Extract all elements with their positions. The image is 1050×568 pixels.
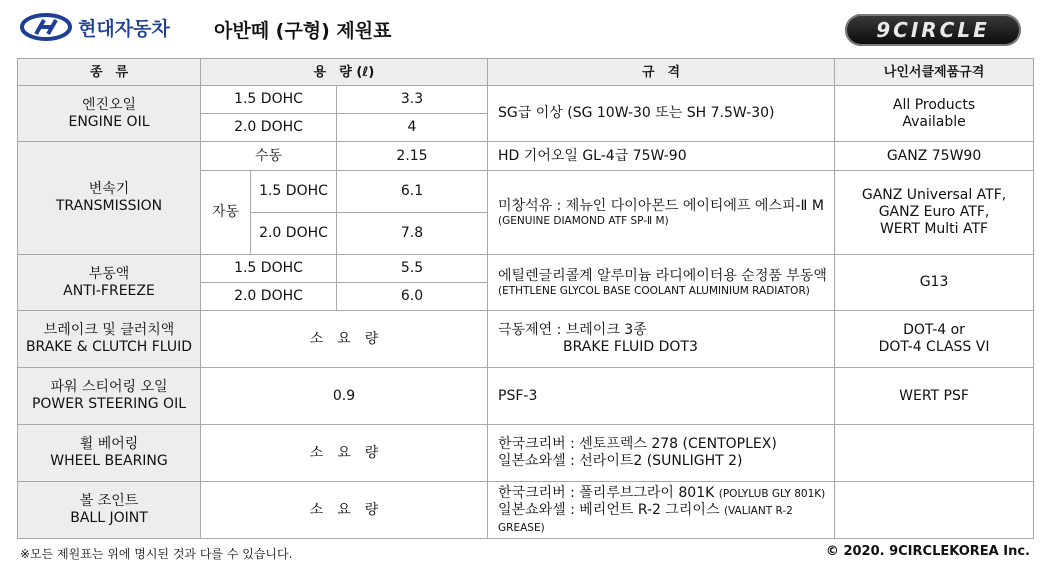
category-anti-freeze: 부동액 ANTI-FREEZE: [18, 255, 201, 311]
capacity-value: 소 요 량: [201, 482, 488, 539]
category-power-steering: 파워 스티어링 오일 POWER STEERING OIL: [18, 368, 201, 425]
category-brake-fluid: 브레이크 및 클러치액 BRAKE & CLUTCH FLUID: [18, 311, 201, 368]
capacity-label: 1.5 DOHC: [201, 255, 337, 283]
capacity-label: 2.0 DOHC: [201, 283, 337, 311]
capacity-value: 소 요 량: [201, 311, 488, 368]
capacity-label: 1.5 DOHC: [251, 171, 337, 213]
spec-text: 미창석유 : 제뉴인 다이아몬드 에이티에프 에스피-Ⅱ M (GENUINE DIAMOND ATF SP-Ⅱ M): [488, 171, 835, 255]
spec-table: [17, 58, 1034, 539]
spec-text: SG급 이상 (SG 10W-30 또는 SH 7.5W-30): [488, 86, 835, 142]
capacity-value: 6.1: [337, 171, 488, 213]
capacity-value: 4: [337, 114, 488, 142]
col-header-type: 종 류: [18, 59, 201, 86]
category-engine-oil: 엔진오일 ENGINE OIL: [18, 86, 201, 142]
product-text: All Products Available: [835, 86, 1034, 142]
table-row: [18, 255, 1034, 283]
spec-text: PSF-3: [488, 368, 835, 425]
capacity-value: 2.15: [337, 142, 488, 171]
product-text: GANZ 75W90: [835, 142, 1034, 171]
9circle-logo: [845, 14, 1021, 46]
capacity-value: 0.9: [201, 368, 488, 425]
capacity-label: 2.0 DOHC: [201, 114, 337, 142]
capacity-value: 소 요 량: [201, 425, 488, 482]
footer-note: ※모든 제원표는 위에 명시된 것과 다를 수 있습니다.: [20, 547, 293, 561]
col-header-spec: 규 격: [488, 59, 835, 86]
product-text: DOT-4 or DOT-4 CLASS VI: [835, 311, 1034, 368]
table-row: [18, 86, 1034, 114]
product-text: G13: [835, 255, 1034, 311]
capacity-value: 7.8: [337, 213, 488, 255]
table-row: [18, 142, 1034, 171]
product-text: GANZ Universal ATF, GANZ Euro ATF, WERT Multi ATF: [835, 171, 1034, 255]
product-text: [835, 425, 1034, 482]
product-text: WERT PSF: [835, 368, 1034, 425]
hyundai-logo: [20, 13, 170, 41]
footer-copyright: © 2020. 9CIRCLEKOREA Inc.: [825, 544, 1030, 559]
brand-name: 현대자동차: [78, 17, 170, 40]
spec-text: 에틸렌글리콜계 알루미늄 라디에이터용 순정품 부동액 (ETHTLENE GLYCOL BASE COOLANT ALUMINIUM RADIATOR): [488, 255, 835, 311]
product-text: [835, 482, 1034, 539]
capacity-auto-label: 자동: [201, 171, 251, 255]
category-ball-joint: 볼 조인트 BALL JOINT: [18, 482, 201, 539]
capacity-label: 1.5 DOHC: [201, 86, 337, 114]
table-row: [18, 368, 1034, 425]
capacity-label: 수동: [201, 142, 337, 171]
spec-text: HD 기어오일 GL-4급 75W-90: [488, 142, 835, 171]
table-row: [18, 482, 1034, 539]
page-header: [0, 0, 1050, 56]
hyundai-h-icon: [20, 13, 72, 41]
table-row: [18, 311, 1034, 368]
col-header-product: 나인서클제품규격: [835, 59, 1034, 86]
col-header-capacity: 용 량 (ℓ): [201, 59, 488, 86]
category-transmission: 변속기 TRANSMISSION: [18, 142, 201, 255]
badge-text: 9CIRCLE: [876, 18, 990, 42]
capacity-value: 5.5: [337, 255, 488, 283]
capacity-value: 3.3: [337, 86, 488, 114]
spec-text: 극동제연 : 브레이크 3종 BRAKE FLUID DOT3: [488, 311, 835, 368]
spec-text: 한국크리버 : 센토프렉스 278 (CENTOPLEX) 일본쇼와셀 : 선라이트2 (SUNLIGHT 2): [488, 425, 835, 482]
page-title: 아반떼 (구형) 제원표: [214, 20, 392, 42]
table-row: [18, 425, 1034, 482]
spec-text: 한국크리버 : 폴리루브그라이 801K (POLYLUB GLY 801K) 일본쇼와셀 : 베리언트 R-2 그리이스 (VALIANT R-2 GREASE): [488, 482, 835, 539]
capacity-label: 2.0 DOHC: [251, 213, 337, 255]
capacity-value: 6.0: [337, 283, 488, 311]
category-wheel-bearing: 휠 베어링 WHEEL BEARING: [18, 425, 201, 482]
table-header-row: [18, 59, 1034, 86]
